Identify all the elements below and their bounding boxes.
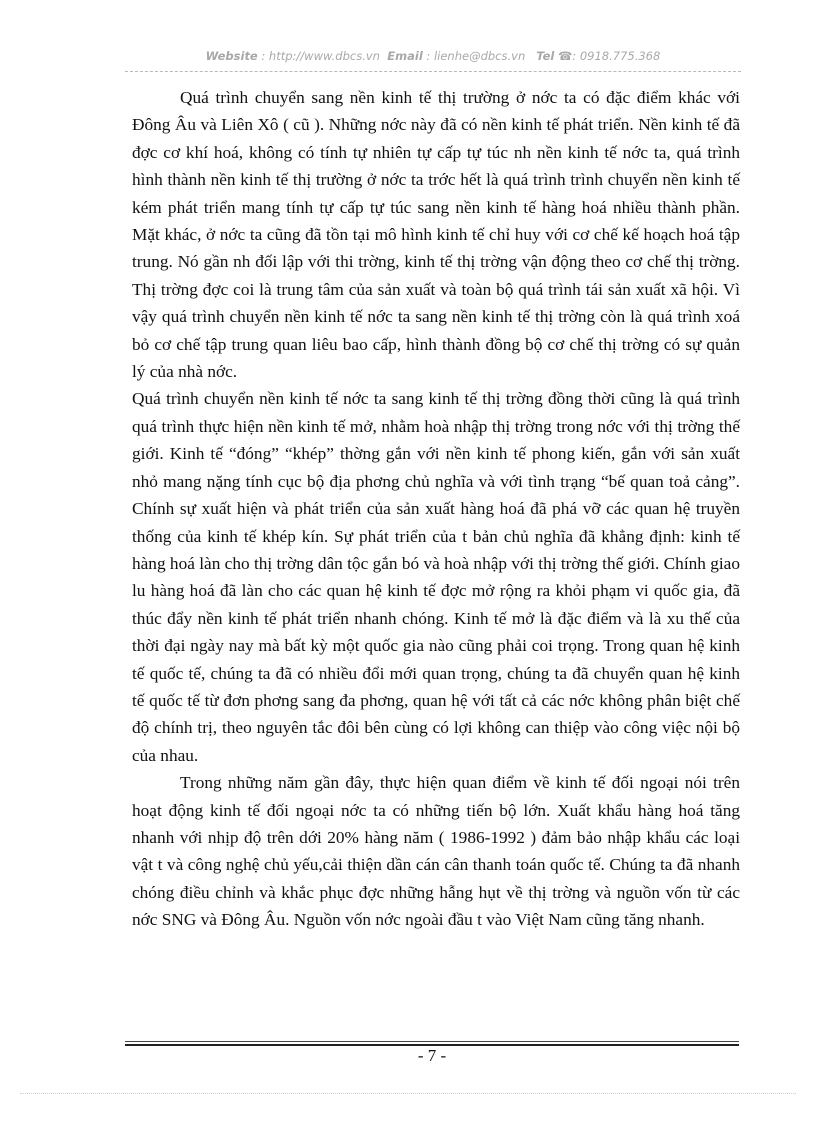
- header-divider: [125, 71, 741, 72]
- phone-icon: ☎: [557, 49, 573, 63]
- website-value: : http://www.dbcs.vn: [261, 49, 380, 63]
- paragraph-1: Quá trình chuyển sang nền kinh tế thị trường ở nớc ta có đặc điểm khác với Đông Âu và Liên Xô ( cũ ). Những nớc này đã có nền kinh tế phát triển. Nền kinh tế đã đợc cơ khí hoá, không có tính tự nhiên tự cấp tự túc nh nền kinh tế nớc ta, quá trình hình thành nền kinh tế thị trường ở nớc ta trớc hết là quá trình trình chuyển nền kinh tế kém phát triển mang tính tự cấp tự túc sang nền kinh tế hàng hoá nhiều thành phần. Mặt khác, ở nớc ta cũng đã tồn tại mô hình kinh tế chỉ huy với cơ chế kế hoạch hoá tập trung. Nó gần nh đối lập với thi trờng, kinh tế thị trờng vận động theo cơ chế thị trờng. Thị trờng đợc coi là trung tâm của sản xuất và toàn bộ quá trình tái sản xuất xã hội. Vì vậy quá trình chuyển nền kinh tế nớc ta sang nền kinh tế thị trờng còn là quá trình xoá bỏ cơ chế tập trung quan liêu bao cấp, hình thành đồng bộ cơ chế thị trờng có sự quản lý của nhà nớc.: [132, 88, 740, 382]
- page-header: [125, 49, 741, 63]
- tel-value: : 0918.775.368: [572, 49, 661, 63]
- body-text: [132, 84, 740, 934]
- tel-label: Tel: [536, 49, 555, 63]
- email-label: Email: [387, 49, 423, 63]
- page-number: - 7 -: [417, 1046, 447, 1065]
- bottom-dotted-rule: [20, 1093, 796, 1094]
- footer-divider-thin: [125, 1041, 739, 1042]
- website-label: Website: [205, 49, 258, 63]
- paragraph-2: Quá trình chuyển nền kinh tế nớc ta sang kinh tế thị trờng đồng thời cũng là quá trình quá trình thực hiện nền kinh tế mở, nhằm hoà nhập thị trờng trong nớc với thị trờng thế giới. Kinh tế “đóng” “khép” thờng gắn với nền kinh tế phong kiến, gắn với sản xuất nhỏ mang nặng tính cục bộ địa phơng chủ nghĩa và với tình trạng “bế quan toả cảng”. Chính sự xuất hiện và phát triển của sản xuất hàng hoá đã phá vỡ các quan hệ truyền thống của kinh tế khép kín. Sự phát triển của t bản chủ nghĩa đã khẳng định: kinh tế hàng hoá làn cho thị trờng dân tộc gắn bó và hoà nhập với thị trờng thế giới. Chính giao lu hàng hoá đã làn cho các quan hệ kinh tế đợc mở rộng ra khỏi phạm vi quốc gia, đã thúc đẩy nền kinh tế phát triển nhanh chóng. Kinh tế mở là đặc điểm và là xu thế của thời đại ngày nay mà bất kỳ một quốc gia nào cũng phải coi trọng. Trong quan hệ kinh tế quốc tế, chúng ta đã có nhiều đổi mới quan trọng, chúng ta đã chuyển quan hệ kinh tế quốc tế từ đơn phơng sang đa phơng, quan hệ với tất cả các nớc không phân biệt chế độ chính trị, theo nguyên tắc đôi bên cùng có lợi không can thiệp vào công việc nội bộ của nhau.: [132, 389, 740, 765]
- paragraph-3: Trong những năm gần đây, thực hiện quan điểm về kinh tế đối ngoại nói trên hoạt động kinh tế đối ngoại nớc ta có những tiến bộ lớn. Xuất khẩu hàng hoá tăng nhanh với nhịp độ trên dới 20% hàng năm ( 1986-1992 ) đảm bảo nhập khẩu các loại vật t và công nghệ chủ yếu,cải thiện dần cán cân thanh toán quốc tế. Chúng ta đã nhanh chóng điều chỉnh và khắc phục đợc những hẫng hụt về thị trờng và nguồn vốn từ các nớc SNG và Đông Âu. Nguồn vốn nớc ngoài đầu t vào Việt Nam cũng tăng nhanh.: [132, 773, 740, 930]
- email-value: : lienhe@dbcs.vn: [426, 49, 526, 63]
